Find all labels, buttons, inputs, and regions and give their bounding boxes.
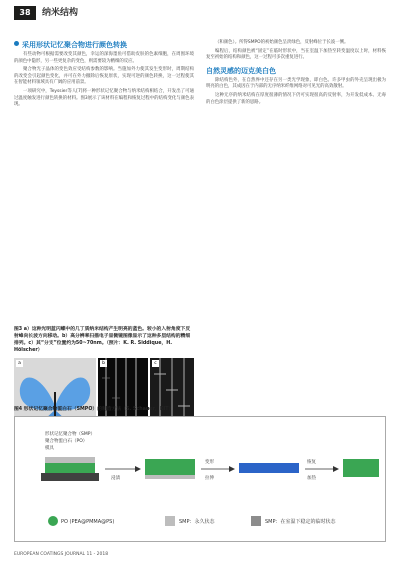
mold bbox=[41, 473, 99, 481]
step-label: 变形 bbox=[205, 460, 214, 465]
legend-label: SMP：永久状态 bbox=[179, 519, 215, 525]
po-layer bbox=[45, 463, 95, 473]
step-label: 形状记忆聚合物（SMP） bbox=[45, 432, 95, 437]
left-heading: 采用形状记忆聚合物进行颜色转换 bbox=[14, 40, 194, 50]
section-title: 纳米结构 bbox=[42, 8, 79, 18]
right-paragraph: （和颜色）。所得SMPO的初始颜色呈淡绿色，反射峰位于长波一侧。 bbox=[215, 40, 349, 45]
right-paragraph: 除结构色外，在自然界中还存在另一类光学现象，即白色。许多甲虫的外壳呈现出极为明亮的白色，其成因在于内部的无序纳米纤维网络对可见光的高效散射。 bbox=[206, 77, 386, 90]
smp-layer bbox=[45, 457, 95, 463]
left-paragraph: 聚合物光子晶体的变色效应受结构参数的影响。当施加外力使其发生变形时，周期结构的改变会引起颜色变化，并可在外力撤除后恢复原状，实现可逆的颜色转换，这一过程使其在智能材料领域具有广阔的应用前景。 bbox=[14, 67, 194, 86]
legend-smp-temp-icon bbox=[251, 516, 261, 526]
fig4-diagram bbox=[14, 416, 386, 542]
footer: EUROPEAN COATINGS JOURNAL 11 - 2018 bbox=[14, 552, 109, 557]
left-paragraph: 有些动物可根据需要改变其颜色，幸运的深海墨鱼可借助皮肤的色素细胞，在周围环境的颜色中隐形，另一些更复杂的变色，则需要较为精细的反应。 bbox=[14, 52, 194, 64]
step-label: 拉伸 bbox=[205, 476, 214, 481]
panel-label-a: a bbox=[16, 360, 23, 367]
fig4-svg bbox=[15, 417, 387, 543]
step-label: 恢复 bbox=[307, 460, 316, 465]
fig3-caption: 图3 a）这种光明蓝闪蝶中的几丁质纳米结构产生明亮的蓝色。较小的入射角度下反射峰向长波方向移动。b）高分辨率扫描电子显微镜图像显示了这种多层结构的精细排列。c）其“分支”位置约为50~70nm。（照片：K. R. Siddique，H. Hölscher） bbox=[14, 327, 191, 353]
right-paragraph: 这种无序的纳米结构在厚度很薄的情况下仍可实现很高的反射率，为开发低成本、无毒的白色涂层提供了新的思路。 bbox=[206, 92, 386, 105]
fig4-caption: 图4 形状记忆聚合物蛋白石（SMPO）的制造方法（S. Schauer，KIT） bbox=[14, 407, 174, 412]
step-label: 模具 bbox=[45, 446, 54, 451]
right-paragraph: 编程后，结构颜色被“固定”在临时形状中，当在室温下加热至转变温度以上时，材料恢复至初始的结构和颜色，这一过程可多次重复进行。 bbox=[206, 48, 386, 61]
step-label: 聚合物蛋白石（PO） bbox=[45, 439, 88, 444]
panel-label-c: c bbox=[152, 360, 159, 367]
page-header bbox=[14, 6, 386, 22]
panel-label-b: b bbox=[100, 360, 107, 367]
legend-smp-perm-icon bbox=[165, 516, 175, 526]
right-heading: 自然灵感的迈克美白色 bbox=[206, 66, 276, 75]
page-number: 38 bbox=[14, 6, 36, 20]
legend-label: PO (PEA@PMMA@PS) bbox=[61, 519, 115, 525]
bullet-icon bbox=[14, 41, 19, 46]
legend-po-icon bbox=[48, 516, 58, 526]
step-label: 浸渍 bbox=[111, 476, 120, 481]
step-label: 加热 bbox=[307, 476, 316, 481]
right-column bbox=[206, 40, 386, 108]
legend-label: SMP：在室温下稳定的临时状态 bbox=[265, 519, 336, 525]
left-paragraph: 一项研究中，Teyssier等人[7]将一种形状记忆聚合物与纳米结构相结合，开发出了可通过温度触发进行颜色转换的材料。图3展示了该材料在编程和恢复过程中的结构变化与颜色表现。 bbox=[14, 88, 194, 108]
left-column bbox=[14, 40, 194, 111]
